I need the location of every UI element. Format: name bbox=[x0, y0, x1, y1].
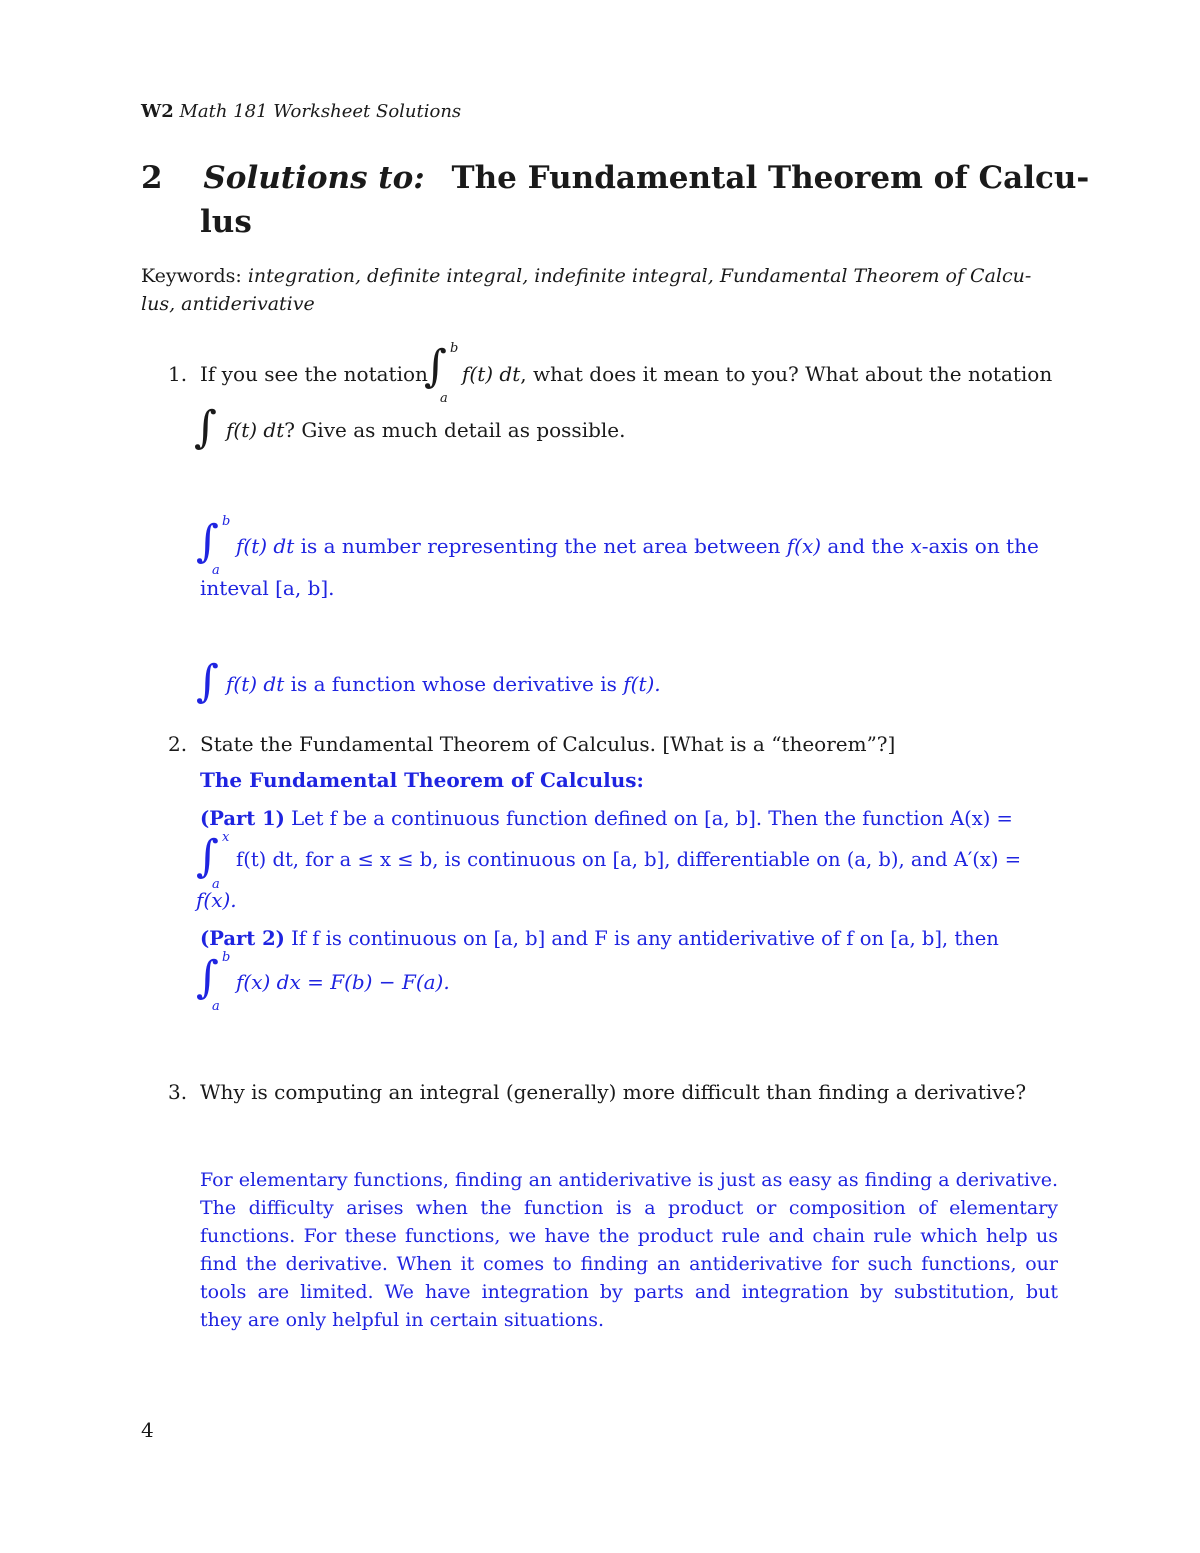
q2-number: 2. bbox=[168, 732, 188, 756]
a2-part1-line2: f(t) dt, for a ≤ x ≤ b, is continuous on [a, b], differentiable on (a, b), and A′(x) = bbox=[236, 848, 1022, 871]
a1-indef-ft: f(t). bbox=[623, 672, 661, 696]
a2-part2-line2: f(x) dx = F(b) − F(a). bbox=[236, 970, 450, 994]
q3-text: Why is computing an integral (generally) more difficult than finding a derivative? bbox=[200, 1080, 1027, 1104]
a2-part1-lower-limit: a bbox=[212, 877, 220, 892]
a3-line-2: The difficulty arises when the function is a product or composition of elementary bbox=[200, 1197, 1058, 1219]
section-heading bbox=[141, 158, 1089, 198]
a3-line-1: For elementary functions, finding an antiderivative is just as easy as finding a derivative. bbox=[200, 1169, 1058, 1191]
a2-part1-line3: f(x). bbox=[196, 888, 237, 912]
a1-upper-limit: b bbox=[222, 514, 231, 529]
a1-indef-integrand: f(t) dt bbox=[226, 672, 285, 696]
q1-pre: If you see the notation bbox=[200, 362, 428, 386]
a2-part2-upper-limit: b bbox=[222, 950, 231, 965]
q1-definite-integral-sign: ∫ bbox=[424, 341, 447, 392]
a2-part1-text1: Let f be a continuous function defined on [a, b]. Then the function A(x) = bbox=[291, 807, 1013, 830]
q2-text: State the Fundamental Theorem of Calculus. [What is a “theorem”?] bbox=[200, 732, 896, 756]
a1-line2: inteval [a, b]. bbox=[200, 576, 335, 600]
keywords-text-line2: lus, antiderivative bbox=[141, 293, 315, 315]
q1-lower-limit: a bbox=[440, 391, 448, 406]
a2-part1-integral-sign: ∫ bbox=[196, 831, 219, 882]
a2-part1-upper-limit: x bbox=[222, 830, 230, 845]
a1-indefinite-line bbox=[226, 670, 661, 698]
a1-indefinite-integral-sign: ∫ bbox=[196, 656, 219, 707]
q1-line2-post: ? Give as much detail as possible. bbox=[284, 418, 626, 442]
q1-line2-integrand: f(t) dt bbox=[226, 418, 285, 442]
keywords-line1 bbox=[141, 262, 1059, 290]
section-title-line2: lus bbox=[200, 204, 252, 240]
a2-heading: The Fundamental Theorem of Calculus: bbox=[200, 768, 644, 792]
a1-indef-text: is a function whose derivative is bbox=[284, 672, 624, 696]
a2-part1-label: Part 1 bbox=[209, 807, 276, 830]
a3-line-3: functions. For these functions, we have the product rule and chain rule which help us bbox=[200, 1225, 1058, 1247]
keywords-label: Keywords: bbox=[141, 265, 242, 287]
a1-integrand: f(t) dt bbox=[236, 534, 295, 558]
running-header bbox=[141, 98, 461, 126]
a3-line-4: find the derivative. When it comes to finding an antiderivative for such functions, our bbox=[200, 1253, 1058, 1275]
a2-part2-integral-sign: ∫ bbox=[196, 952, 219, 1003]
a1-line1 bbox=[236, 532, 1039, 560]
a1-fx: f(x) bbox=[786, 534, 822, 558]
a3-line-6: they are only helpful in certain situations. bbox=[200, 1309, 605, 1331]
a2-part1-line1: (Part 1) Let f be a continuous function defined on [a, b]. Then the function A(x) = bbox=[200, 807, 1013, 830]
a2-part2-label: Part 2 bbox=[209, 927, 276, 950]
a2-part2-line1: (Part 2) If f is continuous on [a, b] and F is any antiderivative of f on [a, b], then bbox=[200, 927, 999, 950]
a1-text: is a number representing the net area between bbox=[294, 534, 787, 558]
a3-line-5: tools are limited. We have integration by parts and integration by substitution, but bbox=[200, 1281, 1058, 1303]
page-number: 4 bbox=[141, 1418, 154, 1442]
q1-indefinite-integral-sign: ∫ bbox=[194, 402, 217, 453]
a1-text2: and the bbox=[821, 534, 911, 558]
q1-number: 1. bbox=[168, 362, 188, 386]
header-code: W2 bbox=[141, 101, 174, 122]
a1-lower-limit: a bbox=[212, 563, 220, 578]
section-prefix: Solutions to: bbox=[203, 160, 425, 196]
a1-definite-integral-sign: ∫ bbox=[196, 516, 219, 567]
keywords-text-line1: integration, definite integral, indefinite integral, Fundamental Theorem of Calcu- bbox=[247, 265, 1032, 287]
section-title-line1: The Fundamental Theorem of Calcu- bbox=[451, 160, 1090, 196]
a2-part2-text1: If f is continuous on [a, b] and F is any antiderivative of f on [a, b], then bbox=[291, 927, 999, 950]
a1-text3: -axis on the bbox=[921, 534, 1039, 558]
q1-post: , what does it mean to you? What about the notation bbox=[520, 362, 1053, 386]
q1-line1-rest bbox=[462, 360, 1052, 388]
a1-x: x bbox=[910, 534, 922, 558]
q3-number: 3. bbox=[168, 1080, 188, 1104]
header-title: Math 181 Worksheet Solutions bbox=[179, 101, 462, 122]
q1-line2 bbox=[226, 416, 625, 444]
q1-upper-limit: b bbox=[450, 341, 459, 356]
a2-part2-lower-limit: a bbox=[212, 999, 220, 1014]
q1-integrand: f(t) dt bbox=[462, 362, 521, 386]
section-number: 2 bbox=[141, 160, 163, 196]
